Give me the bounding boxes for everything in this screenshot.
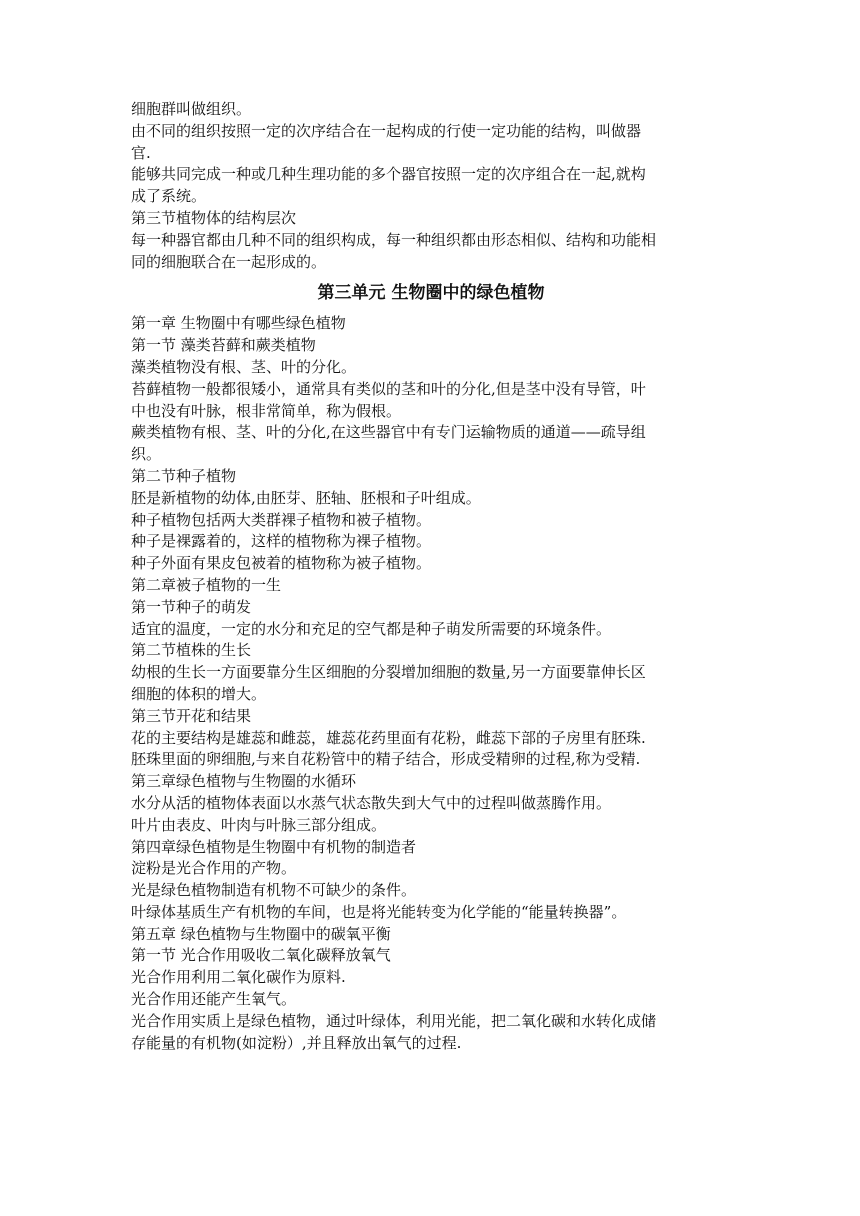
text-line: 种子外面有果皮包被着的植物称为被子植物。 <box>131 554 432 573</box>
text-line: 胚是新植物的幼体,由胚芽、胚轴、胚根和子叶组成。 <box>131 488 481 507</box>
section-heading: 第一节 光合作用吸收二氧化碳释放氧气 <box>131 946 391 965</box>
chapter-heading: 第五章 绿色植物与生物圈中的碳氧平衡 <box>131 924 391 943</box>
unit-title: 第三单元 生物圈中的绿色植物 <box>317 283 545 304</box>
text-line: 幼根的生长一方面要靠分生区细胞的分裂增加细胞的数量,另一方面要靠伸长区 <box>131 663 646 682</box>
text-line: 适宜的温度，一定的水分和充足的空气都是种子萌发所需要的环境条件。 <box>131 619 612 638</box>
intro-section <box>131 99 731 273</box>
text-line: 织。 <box>131 445 162 464</box>
text-line: 光是绿色植物制造有机物不可缺少的条件。 <box>131 881 417 900</box>
unit-body <box>131 313 731 1054</box>
chapter-heading: 第一章 生物圈中有哪些绿色植物 <box>131 314 346 333</box>
text-line: 中也没有叶脉，根非常简单，称为假根。 <box>131 401 402 420</box>
text-line: 细胞的体积的增大。 <box>131 684 267 703</box>
text-line: 光合作用还能产生氧气。 <box>131 990 297 1009</box>
section-heading: 第三节开花和结果 <box>131 706 252 725</box>
text-line: 胚珠里面的卵细胞,与来自花粉管中的精子结合，形成受精卵的过程,称为受精. <box>131 750 641 769</box>
chapter-heading: 第三章绿色植物与生物圈的水循环 <box>131 772 357 791</box>
text-line: 成了系统。 <box>131 187 207 206</box>
text-line: 淀粉是光合作用的产物。 <box>131 859 297 878</box>
text-line: 由不同的组织按照一定的次序结合在一起构成的行使一定功能的结构，叫做器 <box>131 121 642 140</box>
section-heading: 第二节种子植物 <box>131 466 237 485</box>
section-heading: 第二节植株的生长 <box>131 641 252 660</box>
text-line: 种子植物包括两大类群裸子植物和被子植物。 <box>131 510 432 529</box>
chapter-heading: 第二章被子植物的一生 <box>131 575 282 594</box>
text-line: 苔藓植物一般都很矮小，通常具有类似的茎和叶的分化,但是茎中没有导管，叶 <box>131 379 646 398</box>
text-line: 细胞群叫做组织。 <box>131 100 252 118</box>
text-line: 水分从活的植物体表面以水蒸气状态散失到大气中的过程叫做蒸腾作用。 <box>131 793 612 812</box>
text-line: 每一种器官都由几种不同的组织构成，每一种组织都由形态相似、结构和功能相 <box>131 230 657 249</box>
section-heading: 第三节植物体的结构层次 <box>131 208 297 227</box>
text-line: 种子是裸露着的，这样的植物称为裸子植物。 <box>131 532 432 551</box>
chapter-heading: 第四章绿色植物是生物圈中有机物的制造者 <box>131 837 417 856</box>
text-line: 叶绿体基质生产有机物的车间，也是将光能转变为化学能的“能量转换器”。 <box>131 902 627 921</box>
text-line: 光合作用实质上是绿色植物，通过叶绿体，利用光能，把二氧化碳和水转化成储 <box>131 1011 657 1030</box>
text-line: 能够共同完成一种或几种生理功能的多个器官按照一定的次序组合在一起,就构 <box>131 165 646 184</box>
document-page <box>131 99 731 1054</box>
text-line: 存能量的有机物(如淀粉）,并且释放出氧气的过程. <box>131 1033 462 1052</box>
section-heading: 第一节种子的萌发 <box>131 597 252 616</box>
text-line: 同的细胞联合在一起形成的。 <box>131 252 327 271</box>
text-line: 官. <box>131 143 151 162</box>
text-line: 藻类植物没有根、茎、叶的分化。 <box>131 357 357 376</box>
text-line: 花的主要结构是雄蕊和雌蕊，雄蕊花药里面有花粉，雌蕊下部的子房里有胚珠. <box>131 728 646 747</box>
text-line: 叶片由表皮、叶肉与叶脉三部分组成。 <box>131 815 387 834</box>
text-line: 蕨类植物有根、茎、叶的分化,在这些器官中有专门运输物质的通道——疏导组 <box>131 423 646 442</box>
text-line: 光合作用利用二氧化碳作为原料. <box>131 968 346 987</box>
section-heading: 第一节 藻类苔藓和蕨类植物 <box>131 336 316 355</box>
